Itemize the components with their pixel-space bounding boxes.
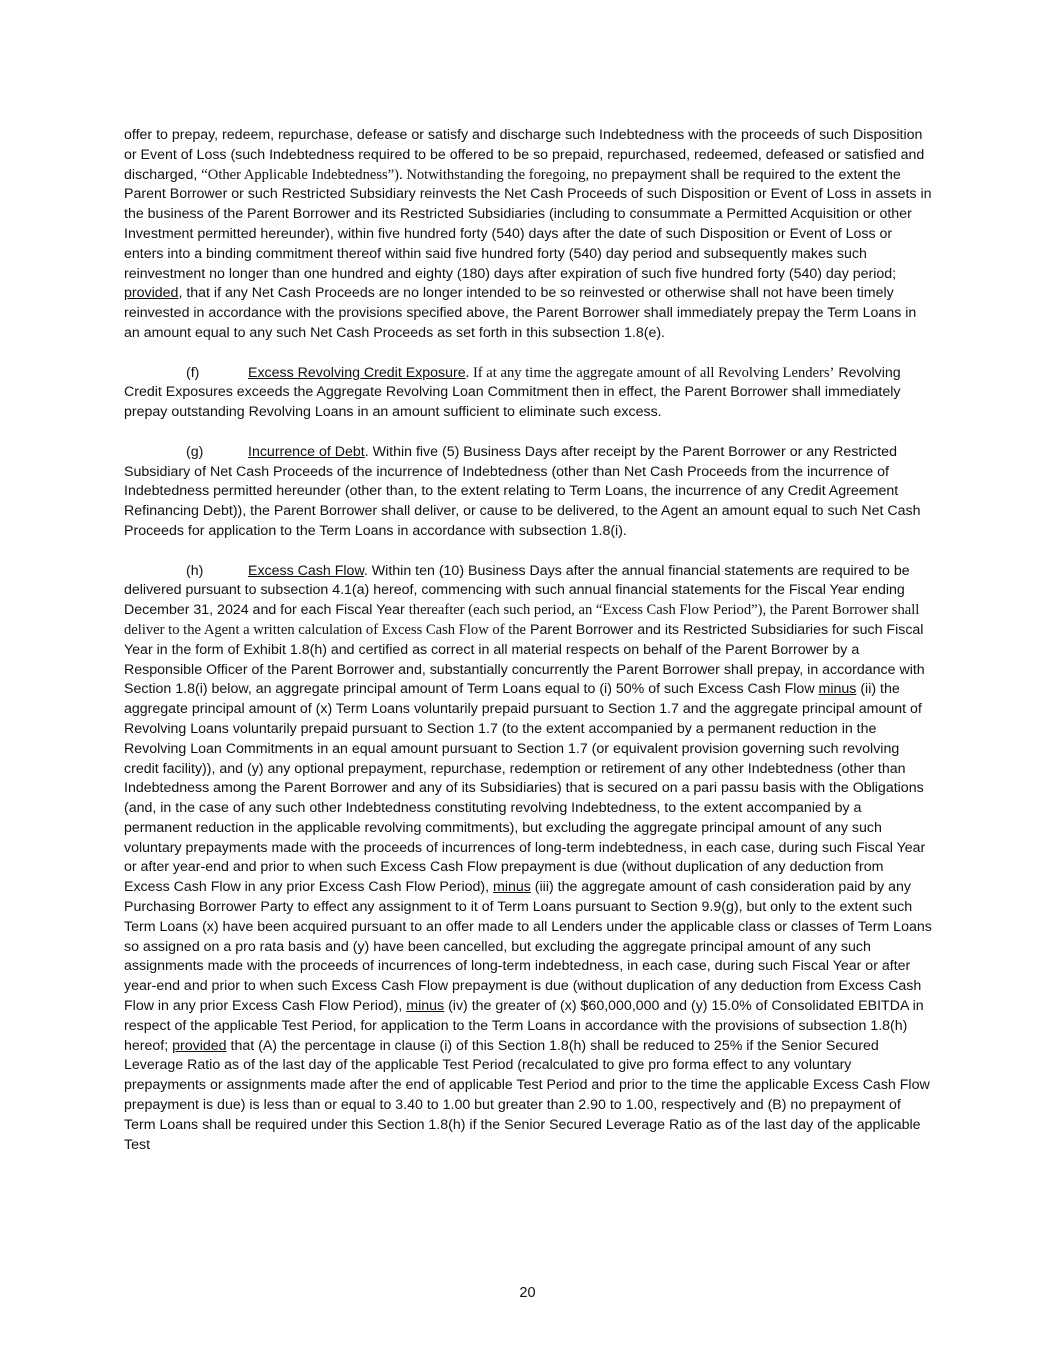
paragraph-g xyxy=(124,443,932,542)
para-e-text-3: , that if any Net Cash Proceeds are no longer intended to be so reinvested or otherwise shall not have been timely reinvested in accordance with the provisions specified above, the Parent Borrower shall immediately prepay the Term Loans in an amount equal to any such Net Cash Proceeds as set forth in this subsection 1.8(e). xyxy=(124,285,917,341)
document-body xyxy=(124,126,932,1175)
para-h-text-2: Parent Borrower and its Restricted Subsidiaries for such Fiscal Year in the form of Exhibit 1.8(h) and certified as correct in all material respects on behalf of the Parent Borrower by a Responsible Officer of the Parent Borrower and, substantially concurrently the Parent Borrower shall prepay, in accordance with Section 1.8(i) below, an aggregate principal amount of Term Loans equal to (i) 50% of such Excess Cash Flow xyxy=(124,621,925,698)
para-h-text-3: (ii) the aggregate principal amount of (x) Term Loans voluntarily prepaid pursuant to Section 1.7 and the aggregate principal amount of Revolving Loans voluntarily prepaid pursuant to Section 1.7 (to the extent accompanied by a permanent reduction in the Revolving Loan Commitments in an equal amount pursuant to Section 1.7 (or equivalent provision governing such revolving credit facility)), and (y) any optional prepayment, repurchase, redemption or retirement of any other Indebtedness (other than Indebtedness among the Parent Borrower and any of its Subsidiaries) that is secured on a pari passu basis with the Obligations (and, in the case of any such other Indebtedness constituting revolving Indebtedness, to the extent accompanied by a permanent reduction in the applicable revolving commitments), but excluding the aggregate principal amount of any such voluntary prepayments made with the proceeds of incurrences of long-term indebtedness, in each case, during such Fiscal Year or after year-end and prior to when such Excess Cash Flow prepayment is due (without duplication of any deduction from Excess Cash Flow in any prior Excess Cash Flow Period), xyxy=(124,681,926,896)
para-e-text-2: prepayment shall be required to the extent the Parent Borrower or such Restricted Subsidiary reinvests the Net Cash Proceeds of such Disposition or Event of Loss in assets in the business of the Parent Borrower and its Restricted Subsidiaries (including to consummate a Permitted Acquisition or other Investment permitted hereunder), within five hundred forty (540) days after the date of such Disposition or Event of Loss or enters into a binding commitment thereof within said five hundred forty (540) day period and subsequently makes such reinvestment no longer than one hundred and eighty (180) days after expiration of such five hundred forty (540) day period; xyxy=(124,166,932,282)
paragraph-h xyxy=(124,562,932,1156)
para-f-text-serif: . If at any time the aggregate amount of all Revolving Lenders’ xyxy=(465,364,835,381)
para-f-heading: Excess Revolving Credit Exposure xyxy=(248,364,466,381)
para-e-provided: provided xyxy=(124,285,179,302)
para-e-text-1: offer to prepay, redeem, repurchase, defease or satisfy and discharge such Indebtedness with the proceeds of such Disposition or Event of Loss (such Indebtedness required to be offered to be so prepaid, repurchased, redeemed, defeased or satisfied and discharged, xyxy=(124,127,925,183)
para-h-text-6: that (A) the percentage in clause (i) of this Section 1.8(h) shall be reduced to 25% if the Senior Secured Leverage Ratio as of the last day of the applicable Test Period (recalculated to give pro forma effect to any voluntary prepayments or assignments made after the end of applicable Test Period and prior to the time the applicable Excess Cash Flow prepayment is due) is less than or equal to 3.40 to 1.00 but greater than 2.90 to 1.00, respectively and (B) no prepayment of Term Loans shall be required under this Section 1.8(h) if the Senior Secured Leverage Ratio as of the last day of the applicable Test xyxy=(124,1037,930,1153)
para-e-text-serif: “Other Applicable Indebtedness”). Notwithstanding the foregoing, no xyxy=(201,166,608,183)
para-g-label: (g) xyxy=(186,443,204,460)
para-h-text-5: (iv) the greater of (x) $60,000,000 and (y) 15.0% of Consolidated EBITDA in respect of the applicable Test Period, for application to the Term Loans in accordance with the provisions of subsection 1.8(h) hereof; xyxy=(124,998,924,1054)
para-f-label: (f) xyxy=(186,364,200,381)
para-h-heading: Excess Cash Flow xyxy=(248,562,364,579)
para-h-minus-2: minus xyxy=(493,879,531,896)
para-h-text-1: . Within ten (10) Business Days after the annual financial statements are required to be delivered pursuant to subsection 4.1(a) hereof, commencing with such annual financial statements for the Fiscal Year ending December 31, 2024 and for each Fiscal Year xyxy=(124,562,910,619)
paragraph-e-continuation xyxy=(124,126,932,344)
para-h-minus-1: minus xyxy=(818,681,857,698)
para-h-label: (h) xyxy=(186,562,204,579)
para-h-text-4: (iii) the aggregate amount of cash consideration paid by any Purchasing Borrower Party to effect any assignment to it of Term Loans pursuant to Section 9.9(g), but only to the extent such Term Loans (x) have been acquired pursuant to an offer made to all Lenders under the applicable class or classes of Term Loans so assigned on a pro rata basis and (y) have been cancelled, but excluding the aggregate principal amount of any such assignments made with the proceeds of incurrences of long-term indebtedness, in each case, during such Fiscal Year or after year-end and prior to when such Excess Cash Flow prepayment is due (without duplication of any deduction from Excess Cash Flow in any prior Excess Cash Flow Period), xyxy=(124,879,932,1015)
para-g-heading: Incurrence of Debt xyxy=(248,443,365,460)
para-h-minus-3: minus xyxy=(406,998,445,1015)
para-f-text-1: Revolving Credit Exposures exceeds the Aggregate Revolving Loan Commitment then in effect, the Parent Borrower shall immediately prepay outstanding Revolving Loans in an amount sufficient to eliminate such excess. xyxy=(124,364,901,421)
para-h-text-serif: thereafter (each such period, an “Excess Cash Flow Period”), the Parent Borrower shall deliver to the Agent a written calculation of Excess Cash Flow of the xyxy=(124,602,920,638)
para-g-text-1: . Within five (5) Business Days after receipt by the Parent Borrower or any Restricted Subsidiary of Net Cash Proceeds of the incurrence of Indebtedness (other than Net Cash Proceeds from the incurrence of Indebtedness permitted hereunder (other than, to the extent relating to Term Loans, the incurrence of any Credit Agreement Refinancing Debt)), the Parent Borrower shall deliver, or cause to be delivered, to the Agent an amount equal to such Net Cash Proceeds for application to the Term Loans in accordance with subsection 1.8(i). xyxy=(124,443,921,539)
paragraph-f xyxy=(124,364,932,423)
para-h-provided: provided xyxy=(172,1037,227,1054)
page-number: 20 xyxy=(519,1285,536,1301)
